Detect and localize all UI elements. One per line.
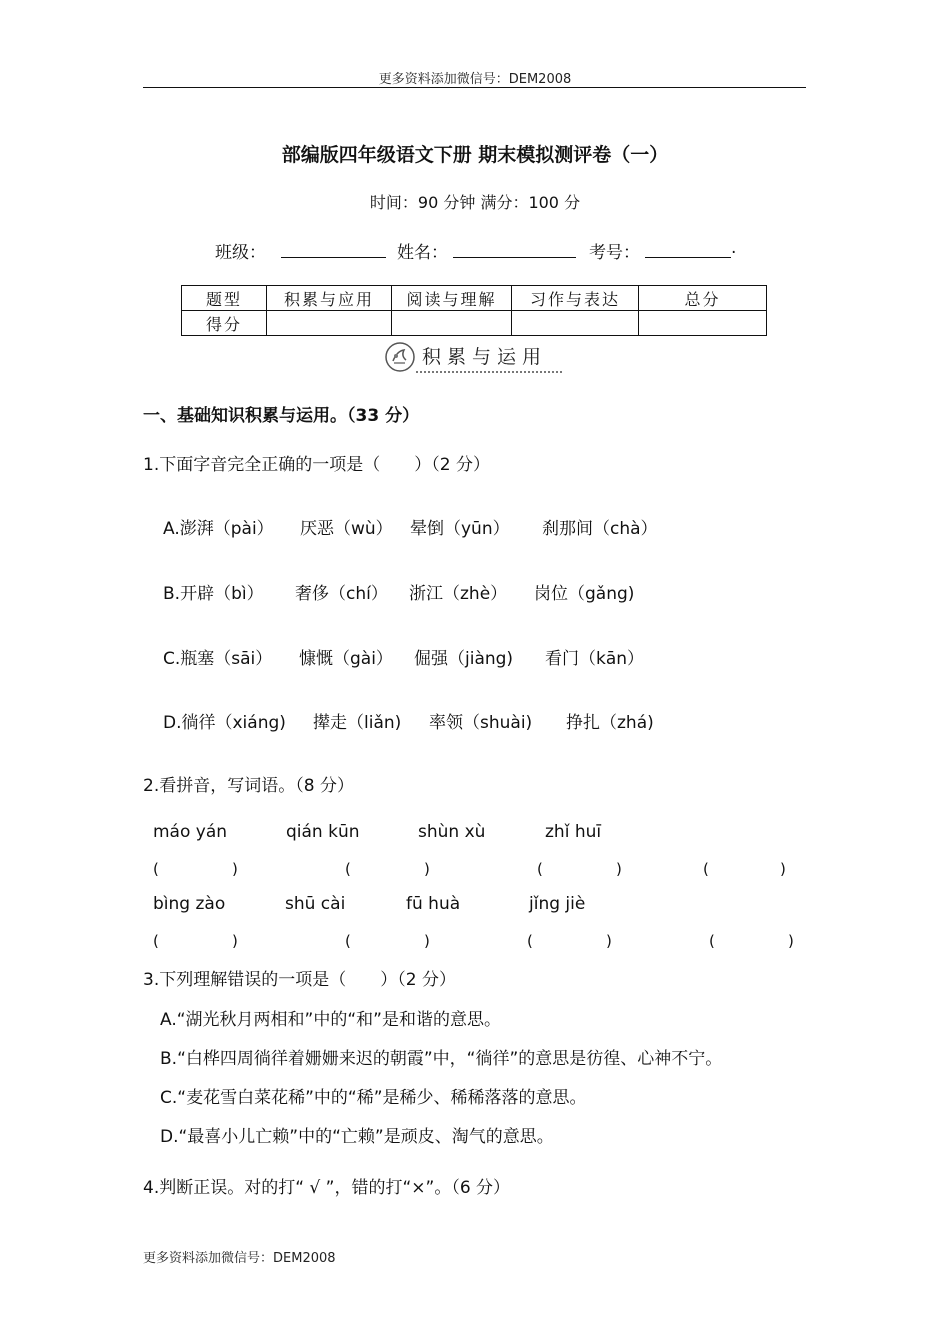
name-field[interactable] — [453, 257, 576, 258]
section-banner — [384, 338, 564, 374]
q3-option-a: A.“湖光秋月两相和”中的“和”是和谐的意思。 — [160, 1010, 501, 1030]
exam-title: 部编版四年级语文下册 期末模拟测评卷（一） — [281, 144, 669, 166]
score-table — [181, 285, 767, 336]
q1-b-item: B.开辟（bì） — [163, 584, 264, 604]
q2-pinyin: bìng zào — [153, 894, 226, 914]
q3-option-c: C.“麦花雪白菜花稀”中的“稀”是稀少、稀稀落落的意思。 — [160, 1088, 587, 1108]
class-field[interactable] — [281, 257, 386, 258]
q1-c-item: 慷慨（gài） — [299, 649, 393, 669]
id-field[interactable] — [645, 257, 731, 258]
q2-answer-open: ( — [709, 932, 715, 950]
id-label: 考号： — [589, 243, 640, 263]
book-icon — [384, 341, 416, 373]
q2-pinyin: jǐng jiè — [529, 894, 586, 914]
q2-answer-open: ( — [345, 932, 351, 950]
q2-pinyin: shū cài — [285, 894, 346, 914]
q3-stem: 3.下列理解错误的一项是（ ）（2 分） — [143, 970, 456, 990]
q2-answer-open: ( — [153, 860, 159, 878]
q1-b-item: 浙江（zhè） — [409, 584, 508, 604]
q1-c-item: C.瓶塞（sāi） — [163, 649, 273, 669]
q2-answer-open: ( — [153, 932, 159, 950]
section-1-title: 一、基础知识积累与运用。（33 分） — [143, 406, 420, 426]
score-cell-writing[interactable] — [512, 311, 639, 336]
q1-d-item: D.徜徉（xiáng) — [163, 713, 286, 733]
banner-title: 积累与运用 — [422, 346, 548, 368]
exam-subtitle: 时间：90 分钟 满分：100 分 — [369, 193, 581, 212]
q1-a-item: 刹那间（chà） — [542, 519, 658, 539]
q2-answer-close: ) — [424, 860, 430, 878]
q1-a-item: 厌恶（wù） — [300, 519, 393, 539]
page-footer: 更多资料添加微信号：DEM2008 — [143, 1251, 336, 1266]
class-label: 班级： — [215, 243, 266, 263]
info-end-mark: . — [731, 238, 737, 258]
score-cell-reading[interactable] — [392, 311, 512, 336]
page-header: 更多资料添加微信号：DEM2008 — [378, 72, 572, 87]
q2-pinyin: qián kūn — [286, 822, 360, 842]
q2-pinyin: fū huà — [406, 894, 461, 914]
q4-stem: 4.判断正误。对的打“ √ ”，错的打“×”。（6 分） — [143, 1178, 511, 1198]
q1-b-item: 岗位（gǎng) — [534, 584, 635, 604]
q2-answer-close: ) — [606, 932, 612, 950]
score-cell-total[interactable] — [639, 311, 767, 336]
q3-option-d: D.“最喜小儿亡赖”中的“亡赖”是顽皮、淘气的意思。 — [160, 1127, 554, 1147]
q1-a-item: A.澎湃（pài） — [163, 519, 274, 539]
q1-stem: 1.下面字音完全正确的一项是（ ）（2 分） — [143, 455, 490, 475]
q2-answer-close: ) — [232, 860, 238, 878]
header-divider — [143, 87, 806, 88]
q2-answer-close: ) — [780, 860, 786, 878]
q2-answer-close: ) — [616, 860, 622, 878]
q2-answer-close: ) — [424, 932, 430, 950]
q2-pinyin: zhǐ huī — [545, 822, 602, 842]
score-cell-accumulation[interactable] — [267, 311, 392, 336]
score-table-header-row — [182, 286, 767, 311]
name-label: 姓名： — [397, 243, 448, 263]
q2-pinyin: shùn xù — [418, 822, 486, 842]
q1-c-item: 看门（kān） — [545, 649, 645, 669]
q1-c-item: 倔强（jiàng) — [414, 649, 514, 669]
q2-answer-open: ( — [703, 860, 709, 878]
score-table-score-row — [182, 311, 767, 336]
q1-d-item: 挣扎（zhá) — [566, 713, 654, 733]
q2-answer-close: ) — [788, 932, 794, 950]
score-row-label: 得分 — [182, 311, 267, 336]
banner-underline — [416, 371, 562, 373]
q1-b-item: 奢侈（chí） — [295, 584, 388, 604]
q1-a-item: 晕倒（yūn） — [410, 519, 510, 539]
q2-stem: 2.看拼音，写词语。（8 分） — [143, 776, 354, 796]
q2-pinyin: máo yán — [153, 822, 228, 842]
score-header-total: 总分 — [639, 286, 767, 311]
score-header-accumulation: 积累与应用 — [267, 286, 392, 311]
score-header-writing: 习作与表达 — [512, 286, 639, 311]
q2-answer-open: ( — [537, 860, 543, 878]
q1-d-item: 撵走（liǎn) — [313, 713, 402, 733]
q3-option-b: B.“白桦四周徜徉着姗姗来迟的朝霞”中，“徜徉”的意思是彷徨、心神不宁。 — [160, 1049, 723, 1069]
score-header-reading: 阅读与理解 — [392, 286, 512, 311]
q2-answer-open: ( — [527, 932, 533, 950]
q2-answer-close: ) — [232, 932, 238, 950]
score-header-type: 题型 — [182, 286, 267, 311]
q2-answer-open: ( — [345, 860, 351, 878]
q1-d-item: 率领（shuài) — [429, 713, 533, 733]
